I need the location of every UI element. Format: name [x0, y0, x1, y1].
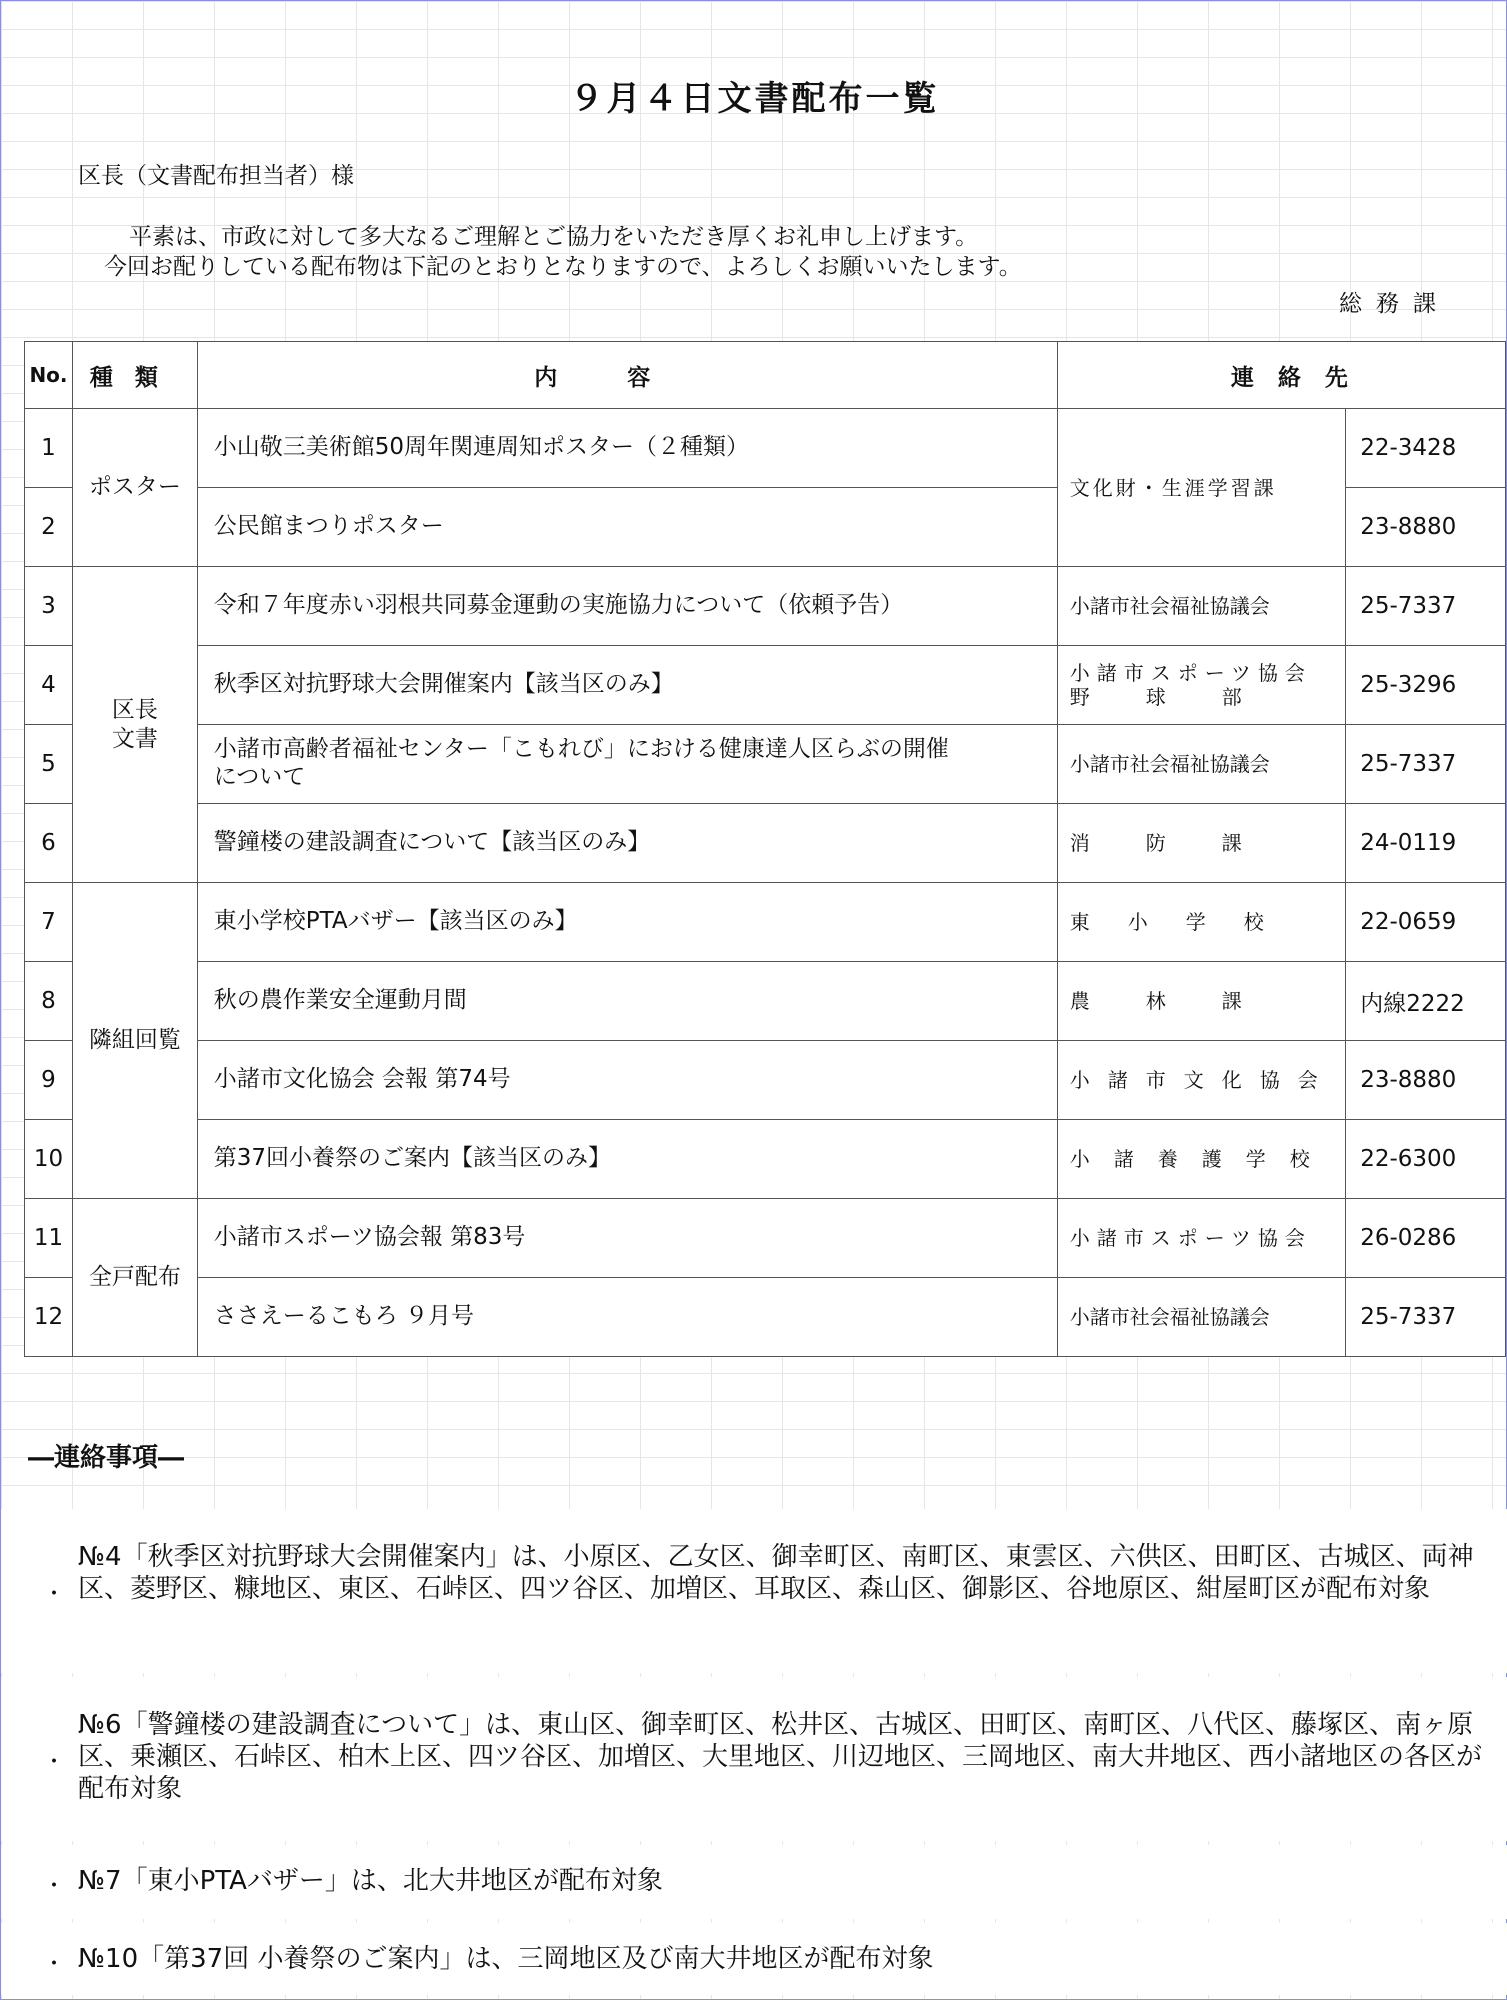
addressee: 区長（文書配布担当者）様: [78, 163, 354, 189]
table-row: [25, 1120, 1506, 1199]
row-tel: 25-7337: [1346, 725, 1506, 804]
row-no: 10: [25, 1120, 73, 1199]
row-tel: 23-8880: [1346, 488, 1506, 567]
distribution-table: [24, 341, 1506, 1357]
note-bullet: ・: [43, 1952, 66, 1977]
row-content: 令和７年度赤い羽根共同募金運動の実施協力について（依頼予告）: [197, 567, 1057, 646]
row-tel: 22-6300: [1346, 1120, 1506, 1199]
note-bullet: ・: [43, 1874, 66, 1899]
row-type-line-1: 区長: [111, 696, 158, 723]
row-dept: 小諸市社会福祉協議会: [1057, 725, 1345, 804]
header-type: 種類: [72, 342, 197, 409]
table-row: [25, 804, 1506, 883]
row-no: 11: [25, 1199, 73, 1278]
table-row: [25, 409, 1506, 488]
row-content: ささえーるこもろ ９月号: [197, 1278, 1057, 1357]
table-row: [25, 1278, 1506, 1357]
row-type: 隣組回覧: [72, 883, 197, 1199]
header-content: 内容: [197, 342, 1057, 409]
row-dept: 小諸市文化協会: [1057, 1041, 1345, 1120]
row-type-line-2: 文書: [111, 725, 158, 752]
row-content: 秋季区対抗野球大会開催案内【該当区のみ】: [197, 646, 1057, 725]
table-header-row: [25, 342, 1506, 409]
row-no: 12: [25, 1278, 73, 1357]
page-title: ９月４日文書配布一覧: [569, 79, 940, 119]
row-no: 9: [25, 1041, 73, 1120]
row-dept-line-1: 小諸市スポーツ協会: [1069, 661, 1312, 685]
row-no: 3: [25, 567, 73, 646]
row-type: [72, 567, 197, 883]
row-content: 警鐘楼の建設調査について【該当区のみ】: [197, 804, 1057, 883]
note-item: [1, 1509, 1507, 1673]
table-row: [25, 883, 1506, 962]
row-dept: 小諸市社会福祉協議会: [1057, 567, 1345, 646]
row-tel: 26-0286: [1346, 1199, 1506, 1278]
row-no: 7: [25, 883, 73, 962]
note-bullet: ・: [43, 1582, 66, 1607]
row-tel: 25-7337: [1346, 567, 1506, 646]
note-text: №6「警鐘楼の建設調査について」は、東山区、御幸町区、松井区、古城区、田町区、南町区、八代区、藤塚区、南ヶ原区、乗瀬区、石峠区、柏木上区、四ツ谷区、加増区、大里地区、川辺地区、三岡地区、南大井地区、西小諸地区の各区が配布対象: [78, 1710, 1483, 1804]
header-no: No.: [25, 342, 73, 409]
row-dept: 小諸市スポーツ協会: [1057, 1199, 1345, 1278]
table-row: [25, 646, 1506, 725]
row-no: 8: [25, 962, 73, 1041]
row-content: 小山敬三美術館50周年関連周知ポスター（２種類）: [197, 409, 1057, 488]
row-content: 秋の農作業安全運動月間: [197, 962, 1057, 1041]
note-text: №7「東小PTAバザー」は、北大井地区が配布対象: [78, 1866, 663, 1896]
row-tel: 24-0119: [1346, 804, 1506, 883]
row-dept: 東小学校: [1057, 883, 1345, 962]
table-row: [25, 1199, 1506, 1278]
table-row: [25, 567, 1506, 646]
greeting-line-1: 平素は、市政に対して多大なるご理解とご協力をいただき厚くお礼申し上げます。: [129, 224, 979, 250]
header-contact: 連絡先: [1057, 342, 1505, 409]
notes-heading: ―連絡事項―: [28, 1443, 185, 1473]
row-content: 小諸市文化協会 会報 第74号: [197, 1041, 1057, 1120]
note-item: [1, 1845, 1507, 1919]
table-row: [25, 725, 1506, 804]
row-content: [197, 725, 1057, 804]
table-row: [25, 962, 1506, 1041]
row-tel: 25-3296: [1346, 646, 1506, 725]
row-tel: 22-3428: [1346, 409, 1506, 488]
note-text: №4「秋季区対抗野球大会開催案内」は、小原区、乙女区、御幸町区、南町区、東雲区、六供区、田町区、古城区、両神区、菱野区、糠地区、東区、石峠区、四ツ谷区、加増区、耳取区、森山区、御影区、谷地原区、紺屋町区が配布対象: [78, 1542, 1474, 1604]
row-type: ポスター: [72, 409, 197, 567]
note-item: [1, 1923, 1507, 1995]
row-no: 1: [25, 409, 73, 488]
row-type: 全戸配布: [72, 1199, 197, 1357]
table-row: [25, 1041, 1506, 1120]
row-content-line-2: について: [213, 764, 306, 790]
row-dept: 文化財・生涯学習課: [1057, 409, 1345, 567]
row-no: 2: [25, 488, 73, 567]
row-content: 公民館まつりポスター: [197, 488, 1057, 567]
greeting-line-2: 今回お配りしている配布物は下記のとおりとなりますので、よろしくお願いいたします。: [104, 254, 1022, 280]
row-dept: 小諸養護学校: [1057, 1120, 1345, 1199]
note-text: №10「第37回 小養祭のご案内」は、三岡地区及び南大井地区が配布対象: [78, 1944, 934, 1974]
row-dept-line-2: 野球部: [1069, 685, 1298, 709]
row-content: 小諸市スポーツ協会報 第83号: [197, 1199, 1057, 1278]
row-no: 4: [25, 646, 73, 725]
row-tel: 内線2222: [1346, 962, 1506, 1041]
row-tel: 23-8880: [1346, 1041, 1506, 1120]
row-no: 5: [25, 725, 73, 804]
row-dept: 小諸市社会福祉協議会: [1057, 1278, 1345, 1357]
note-bullet: ・: [43, 1750, 66, 1775]
sender-department: 総務課: [1339, 291, 1450, 317]
note-item: [1, 1677, 1507, 1841]
row-content: 第37回小養祭のご案内【該当区のみ】: [197, 1120, 1057, 1199]
row-content-line-1: 小諸市高齢者福祉センター「こもれび」における健康達人区らぶの開催: [213, 736, 949, 763]
row-content: 東小学校PTAバザー【該当区のみ】: [197, 883, 1057, 962]
row-tel: 25-7337: [1346, 1278, 1506, 1357]
row-no: 6: [25, 804, 73, 883]
row-dept: 農林課: [1057, 962, 1345, 1041]
row-dept: 消防課: [1057, 804, 1345, 883]
row-tel: 22-0659: [1346, 883, 1506, 962]
row-dept: [1057, 646, 1345, 725]
